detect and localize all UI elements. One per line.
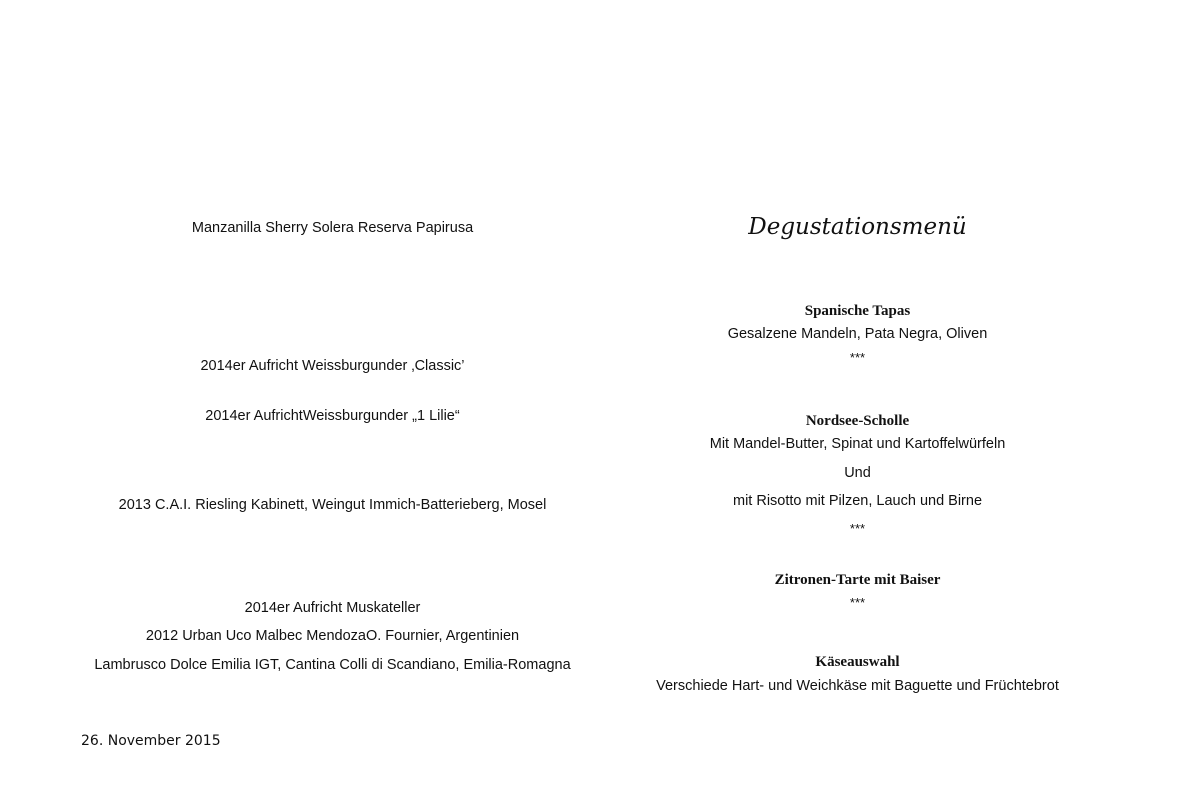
- course-separator: ***: [849, 521, 866, 536]
- course-name: Zitronen-Tarte mit Baiser: [774, 572, 941, 588]
- course-separator: ***: [849, 595, 866, 610]
- tasting-menu: [600, 0, 1115, 800]
- course-description: Mit Mandel-Butter, Spinat und Kartoffelwürfeln: [709, 436, 1006, 452]
- event-date: 26. November 2015: [81, 733, 221, 749]
- course-name: Nordsee-Scholle: [805, 413, 910, 429]
- wine-item: 2014er Aufricht Weissburgunder ‚Classic’: [200, 358, 465, 374]
- course-description: Verschiede Hart- und Weichkäse mit Baguette und Früchtebrot: [656, 678, 1059, 694]
- course-description: mit Risotto mit Pilzen, Lauch und Birne: [732, 493, 983, 509]
- course-description: Und: [844, 465, 871, 481]
- menu-title: Degustationsmenü: [748, 214, 967, 240]
- wine-item: 2014er AufrichtWeissburgunder „1 Lilie“: [205, 408, 460, 424]
- wine-item: 2014er Aufricht Muskateller: [244, 600, 421, 616]
- course-description: Gesalzene Mandeln, Pata Negra, Oliven: [727, 326, 988, 342]
- wine-item: Manzanilla Sherry Solera Reserva Papirusa: [191, 220, 474, 236]
- wine-item: 2012 Urban Uco Malbec MendozaO. Fournier, Argentinien: [145, 628, 520, 644]
- wine-item: 2013 C.A.I. Riesling Kabinett, Weingut Immich-Batterieberg, Mosel: [118, 497, 547, 513]
- course-name: Käseauswahl: [815, 654, 900, 670]
- course-separator: ***: [849, 350, 866, 365]
- course-name: Spanische Tapas: [804, 303, 911, 319]
- wine-item: Lambrusco Dolce Emilia IGT, Cantina Colli di Scandiano, Emilia-Romagna: [94, 657, 571, 673]
